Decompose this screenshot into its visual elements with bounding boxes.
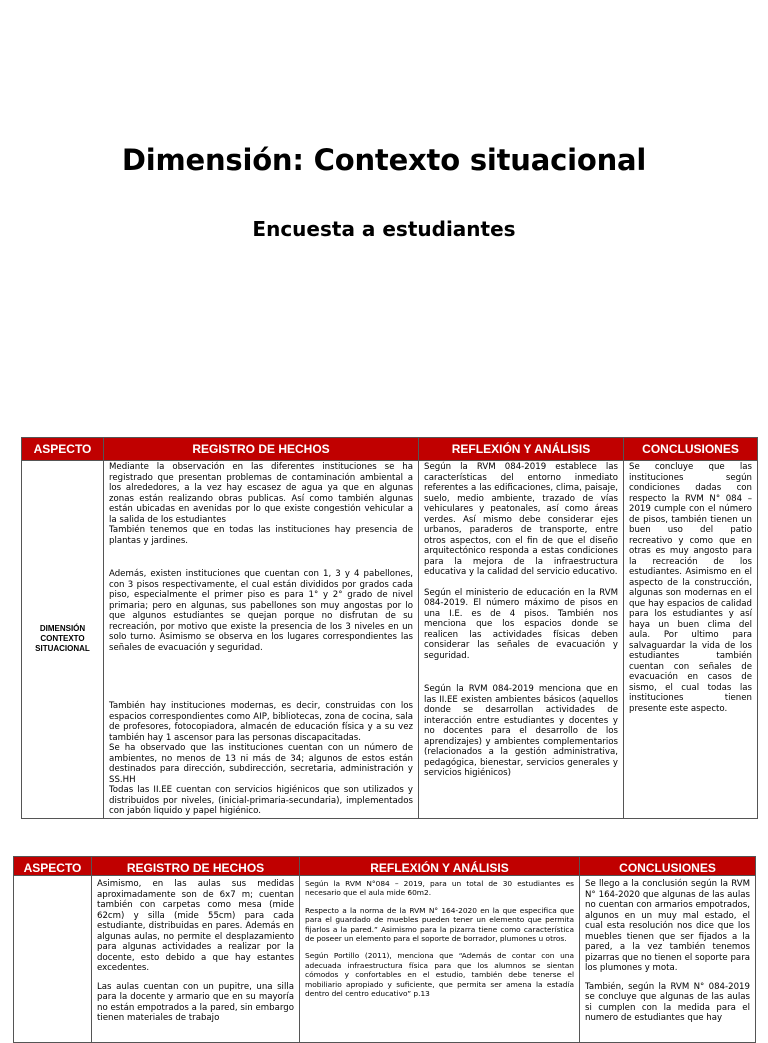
page-subtitle: Encuesta a estudiantes <box>252 217 516 241</box>
registro-paragraph: También tenemos que en todas las instituciones hay presencia de plantas y jardines. <box>109 525 413 546</box>
registro-paragraph: Las aulas cuentan con un pupitre, una silla para la docente y armario que en su mayoría no están empotrados a la pared, sin embargo tienen materiales de trabajo <box>97 981 294 1023</box>
registro-paragraph: Todas las II.EE cuentan con servicios higiénicos que son utilizados y distribuidos por niveles, (inicial-primaria-secundaria), implementados con jabón liquido y papel higiénico. <box>109 785 413 816</box>
page-title: Dimensión: Contexto situacional <box>121 143 647 177</box>
registro-cell <box>92 876 300 1043</box>
header-reflexion: REFLEXIÓN Y ANÁLISIS <box>300 857 580 876</box>
registro-paragraph: Se ha observado que las instituciones cuentan con un número de ambientes, no menos de 13 ni más de 34; algunos de estos están destinados para dirección, subdirección, secretaria, administración y SS.HH <box>109 743 413 785</box>
header-aspecto: ASPECTO <box>22 438 104 461</box>
table-header-row <box>14 857 756 876</box>
observation-table <box>21 437 758 819</box>
registro-paragraph: Mediante la observación en las diferentes instituciones se ha registrado que presentan problemas de contaminación ambiental a los alrededores, a la vez hay escasez de agua ya que en algunas zonas están realizando obras publicas. Así como también algunas están ubicadas en avenidas por lo que existe congestión vehicular a la salida de los estudiantes <box>109 462 413 525</box>
reflexion-paragraph: Según la RVM 084-2019 establece las características del entorno inmediato referentes a las edificaciones, clima, paisaje, suelo, medio ambiente, trazado de vías vehiculares y peatonales, así como áreas verdes. Así mismo debe considerar ejes urbanos, paraderos de transporte, entre otros aspectos, con el fin de que el diseño arquitectónico responda a estas condiciones para la mejora de la infraestructura educativa y la calidad del servicio educativo. <box>424 462 618 577</box>
registro-paragraph: Asimismo, en las aulas sus medidas aproximadamente son de 6x7 m; cuentan también con carpetas como mesa (mide 62cm) y silla (mide 55cm) para cada estudiante, distribuidas en pares. Además en algunas aulas, no permite el desplazamiento para algunas actividades a realizar por la docente, esto debido a que hay estantes excedentes. <box>97 879 294 973</box>
conclusiones-paragraph: Se llego a la conclusión según la RVM N° 164-2020 que algunas de las aulas no cuentan con armarios empotrados, algunos en un muy mal estado, el cual esta resolución nos dice que los muebles tienen que ser fijados a la pared, a la vez también tenemos pizarras que no tienen el soporte para los plumones y mota. <box>585 879 750 973</box>
registro-cell <box>104 461 419 819</box>
reflexion-cell <box>300 876 580 1043</box>
header-conclusiones: CONCLUSIONES <box>580 857 756 876</box>
header-aspecto: ASPECTO <box>14 857 92 876</box>
table-header-row <box>22 438 758 461</box>
header-conclusiones: CONCLUSIONES <box>624 438 758 461</box>
reflexion-paragraph: Según Portillo (2011), menciona que “Además de contar con una adecuada infraestructura física para que los alumnos se sientan cómodos y confortables en el estudio, también debe tenerse el mobiliario apropiado y suficiente, que permita ser amena la estadía dentro del centro educativo” p.13 <box>305 951 574 999</box>
header-registro: REGISTRO DE HECHOS <box>92 857 300 876</box>
table-row <box>14 876 756 1043</box>
aspect-cell-empty <box>14 876 92 1043</box>
header-reflexion: REFLEXIÓN Y ANÁLISIS <box>419 438 624 461</box>
table-row <box>22 461 758 819</box>
reflexion-paragraph: Según el ministerio de educación en la RVM 084-2019. El número máximo de pisos en una I.E. es de 4 pisos. También nos menciona que los espacios donde se realicen las actividades físicas deben considerar las señales de evacuación y seguridad. <box>424 587 618 661</box>
registro-paragraph: También hay instituciones modernas, es decir, construidas con los espacios correspondientes como AIP, bibliotecas, zona de cocina, sala de profesores, fotocopiadora, almacén de educación física y a su vez también hay 1 ascensor para las personas discapacitadas. <box>109 701 413 743</box>
reflexion-paragraph: Según la RVM 084-2019 menciona que en las II.EE existen ambientes básicos (aquellos donde se desarrollan actividades de interacción entre estudiantes y docentes y no docentes para el desarrollo de los aprendizajes) y ambientes complementarios (relacionados a la gestión administrativa, pedagógica, bienestar, servicios generales y servicios higiénicos) <box>424 684 618 778</box>
conclusiones-cell: Se concluye que las instituciones según condiciones dadas con respecto la RVM N° 084 – 2019 cumple con el número de pisos, también tienen un buen uso del patio recreativo y como que en otras es muy angosto para la recreación de los estudiantes. Asimismo en el aspecto de la construcción, algunas son modernas en el que hay espacios de calidad para los estudiantes y así haya un buen clima del aula. Por ultimo para salvaguardar la vida de los estudiantes también cuentan con señales de evacuación en casos de sismo, el cual todas las instituciones tienen presente este aspecto. <box>624 461 758 819</box>
aspect-cell: DIMENSIÓN CONTEXTO SITUACIONAL <box>22 461 104 819</box>
observation-table-continued <box>13 856 756 1043</box>
header-registro: REGISTRO DE HECHOS <box>104 438 419 461</box>
reflexion-cell <box>419 461 624 819</box>
reflexion-paragraph: Respecto a la norma de la RVM N° 164-2020 en la que especifica que para el guardado de muebles pueden tener un elemento que permita fijarlos a la pared.” Asimismo para la pizarra tiene como característica de poseer un elemento para el soporte de borrador, plumones u otros. <box>305 905 574 944</box>
reflexion-paragraph: Según la RVM N°084 – 2019, para un total de 30 estudiantes es necesario que el aula mide 60m2. <box>305 879 574 898</box>
conclusiones-cell <box>580 876 756 1043</box>
registro-paragraph: Además, existen instituciones que cuentan con 1, 3 y 4 pabellones, con 3 pisos respectivamente, el cual están divididos por grados cada piso, especialmente el primer piso es para 1° y 2° grado de nivel primaria; pero en algunas, sus pabellones son muy angostas por lo que algunos estudiantes se quejan porque no disfrutan de su recreación, por motivo que existe la presencia de los 3 niveles en un solo turno. Asimismo se observa en los lugares correspondientes las señales de evacuación y seguridad. <box>109 569 413 653</box>
conclusiones-paragraph: También, según la RVM N° 084-2019 se concluye que algunas de las aulas si cumplen con la medida para el numero de estudiantes que hay <box>585 981 750 1023</box>
